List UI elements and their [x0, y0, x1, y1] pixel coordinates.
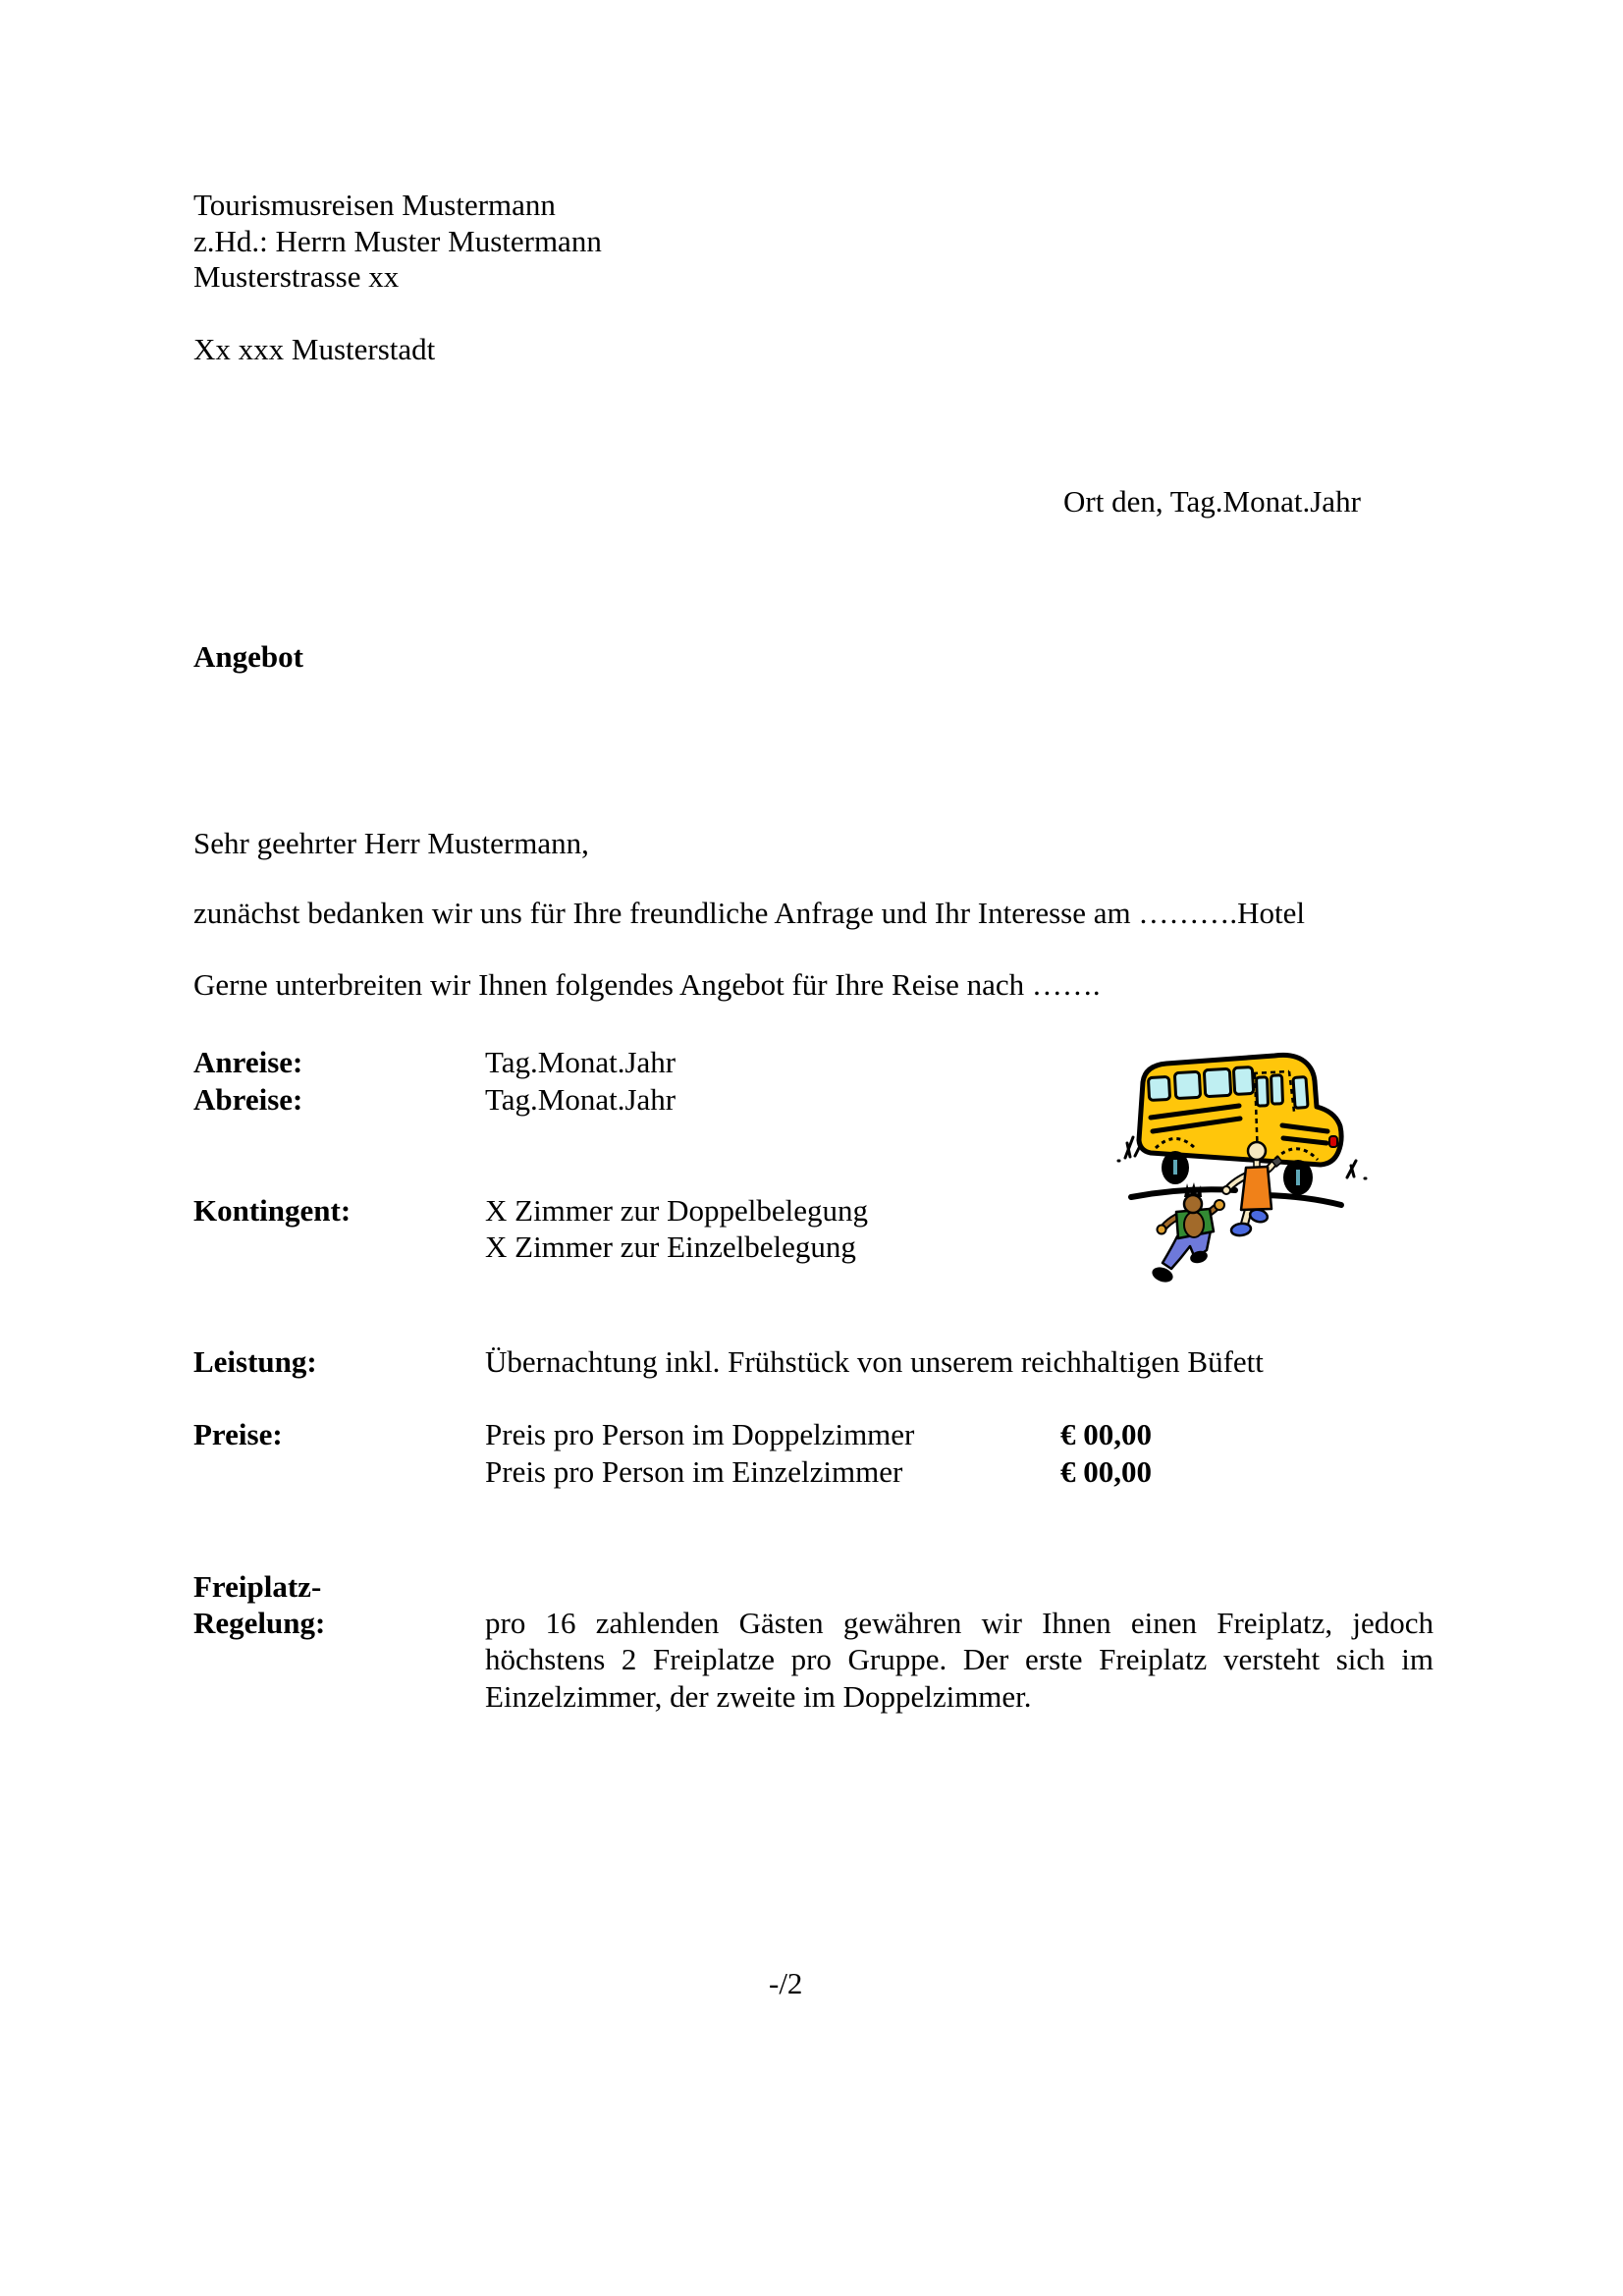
price-desc-einzel: Preis pro Person im Einzelzimmer [485, 1454, 903, 1489]
recipient-attention: z.Hd.: Herrn Muster Mustermann [193, 224, 602, 258]
price-value-doppel: € 00,00 [1060, 1417, 1152, 1451]
label-preise: Preise: [193, 1417, 283, 1451]
date-line: Ort den, Tag.Monat.Jahr [1063, 484, 1361, 519]
salutation: Sehr geehrter Herr Mustermann, [193, 826, 589, 860]
value-leistung: Übernachtung inkl. Frühstück von unserem reichhaltigen Büfett [485, 1344, 1264, 1379]
recipient-street: Musterstrasse xx [193, 259, 400, 294]
freiplatz-text: pro 16 zahlenden Gästen gewähren wir Ihnen einen Freiplatz, jedoch höchstens 2 Freiplatze pro Gruppe. Der erste Freiplatz versteht sich im Einzelzimmer, der zweite im Doppelzimmer. [485, 1606, 1434, 1714]
subject-heading: Angebot [193, 639, 303, 674]
child-running-icon [1150, 1182, 1224, 1285]
school-bus-clipart [1080, 1021, 1434, 1316]
motion-squiggles-icon [1347, 1161, 1366, 1178]
label-freiplatz-line2: Regelung: [193, 1606, 326, 1640]
bus-red-light [1329, 1136, 1337, 1147]
price-desc-doppel: Preis pro Person im Doppelzimmer [485, 1417, 915, 1451]
label-leistung: Leistung: [193, 1344, 317, 1379]
label-kontingent: Kontingent: [193, 1193, 352, 1228]
value-kontingent-line2: X Zimmer zur Einzelbelegung [485, 1230, 856, 1264]
price-value-einzel: € 00,00 [1060, 1454, 1152, 1489]
label-abreise: Abreise: [193, 1082, 303, 1117]
label-freiplatz-line1: Freiplatz- [193, 1569, 322, 1604]
road-line-right [1265, 1195, 1341, 1205]
value-kontingent-line1: X Zimmer zur Doppelbelegung [485, 1193, 868, 1228]
footer-page-indicator: -/2 [769, 1966, 803, 2000]
recipient-company: Tourismusreisen Mustermann [193, 188, 556, 222]
paragraph-thanks: zunächst bedanken wir uns für Ihre freundliche Anfrage und Ihr Interesse am ……….Hotel [193, 896, 1305, 930]
label-anreise: Anreise: [193, 1045, 303, 1079]
value-abreise: Tag.Monat.Jahr [485, 1082, 676, 1117]
value-anreise: Tag.Monat.Jahr [485, 1045, 676, 1079]
bus-icon [1139, 1055, 1341, 1195]
recipient-city: Xx xxx Musterstadt [193, 332, 436, 366]
road-line-left [1131, 1189, 1235, 1197]
paragraph-offer: Gerne unterbreiten wir Ihnen folgendes Angebot für Ihre Reise nach ……. [193, 967, 1101, 1002]
